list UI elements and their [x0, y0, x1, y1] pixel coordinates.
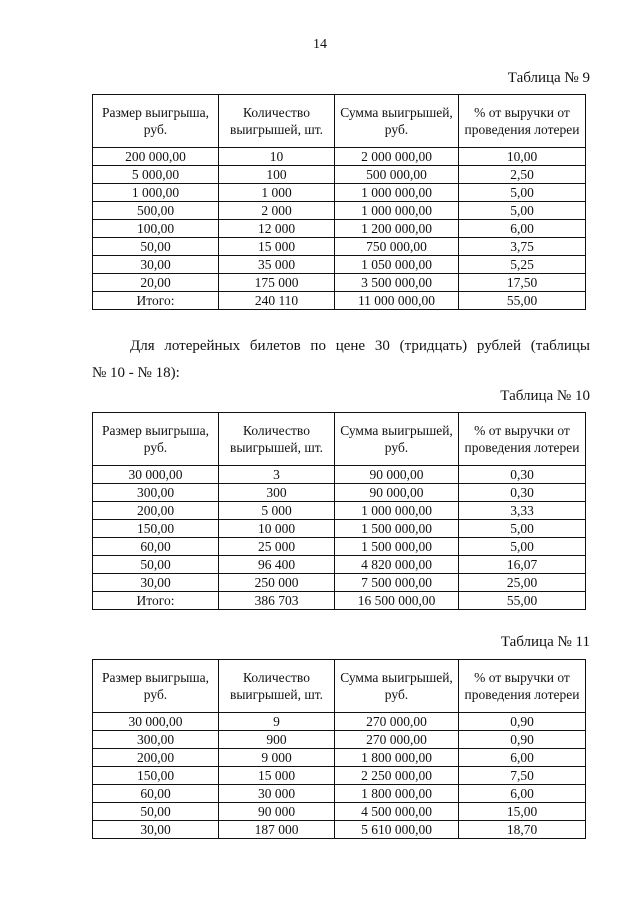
table-row: [93, 484, 586, 502]
cell-prize-size: 50,00: [93, 238, 219, 256]
table-row: [93, 538, 586, 556]
cell-prize-size: 60,00: [93, 785, 219, 803]
cell-revenue-percent: 5,00: [459, 184, 586, 202]
cell-prize-count: 96 400: [219, 556, 335, 574]
cell-revenue-percent: 55,00: [459, 592, 586, 610]
cell-prize-size: 200,00: [93, 749, 219, 767]
cell-prize-count: 2 000: [219, 202, 335, 220]
cell-prize-size: 100,00: [93, 220, 219, 238]
cell-prize-count: 10: [219, 148, 335, 166]
cell-revenue-percent: 3,33: [459, 502, 586, 520]
cell-prize-size: Итого:: [93, 292, 219, 310]
table-row: [93, 713, 586, 731]
cell-prize-sum: 90 000,00: [335, 484, 459, 502]
table-9-caption: Таблица № 9: [507, 70, 590, 86]
cell-revenue-percent: 10,00: [459, 148, 586, 166]
cell-prize-sum: 750 000,00: [335, 238, 459, 256]
cell-revenue-percent: 3,75: [459, 238, 586, 256]
cell-revenue-percent: 7,50: [459, 767, 586, 785]
cell-prize-size: Итого:: [93, 592, 219, 610]
paragraph-line-2: № 10 - № 18):: [92, 365, 180, 381]
table-row: [93, 821, 586, 839]
cell-revenue-percent: 18,70: [459, 821, 586, 839]
cell-revenue-percent: 6,00: [459, 220, 586, 238]
cell-prize-size: 60,00: [93, 538, 219, 556]
prize-table-9: [92, 94, 586, 310]
prize-table-11: [92, 659, 586, 839]
cell-revenue-percent: 5,25: [459, 256, 586, 274]
header-revenue-percent: % от выручки от проведения лотереи: [459, 660, 586, 713]
header-prize-size: Размер выигрыша, руб.: [93, 413, 219, 466]
cell-revenue-percent: 2,50: [459, 166, 586, 184]
cell-prize-sum: 1 500 000,00: [335, 538, 459, 556]
table-row: [93, 274, 586, 292]
table-row: [93, 556, 586, 574]
header-revenue-percent: % от выручки от проведения лотереи: [459, 95, 586, 148]
cell-prize-count: 15 000: [219, 238, 335, 256]
cell-prize-count: 187 000: [219, 821, 335, 839]
cell-prize-sum: 3 500 000,00: [335, 274, 459, 292]
cell-prize-count: 10 000: [219, 520, 335, 538]
cell-prize-size: 300,00: [93, 484, 219, 502]
table-row: [93, 256, 586, 274]
total-row: [93, 592, 586, 610]
cell-prize-sum: 5 610 000,00: [335, 821, 459, 839]
table-11-caption: Таблица № 11: [500, 634, 590, 650]
cell-revenue-percent: 5,00: [459, 202, 586, 220]
cell-prize-sum: 2 250 000,00: [335, 767, 459, 785]
cell-revenue-percent: 0,30: [459, 466, 586, 484]
table-header-row: [93, 95, 586, 148]
cell-prize-sum: 7 500 000,00: [335, 574, 459, 592]
cell-prize-count: 250 000: [219, 574, 335, 592]
cell-prize-sum: 1 500 000,00: [335, 520, 459, 538]
cell-prize-sum: 1 000 000,00: [335, 202, 459, 220]
cell-prize-sum: 270 000,00: [335, 713, 459, 731]
cell-prize-size: 50,00: [93, 556, 219, 574]
cell-prize-count: 300: [219, 484, 335, 502]
cell-prize-size: 1 000,00: [93, 184, 219, 202]
cell-prize-size: 30,00: [93, 821, 219, 839]
table-header-row: [93, 660, 586, 713]
cell-prize-size: 50,00: [93, 803, 219, 821]
table-row: [93, 202, 586, 220]
table-row: [93, 731, 586, 749]
table-row: [93, 238, 586, 256]
cell-prize-count: 9 000: [219, 749, 335, 767]
cell-prize-size: 200 000,00: [93, 148, 219, 166]
table-row: [93, 803, 586, 821]
prize-table-10: [92, 412, 586, 610]
cell-prize-sum: 4 820 000,00: [335, 556, 459, 574]
table-row: [93, 520, 586, 538]
header-prize-count: Количество выигрышей, шт.: [219, 95, 335, 148]
table-row: [93, 220, 586, 238]
table-row: [93, 466, 586, 484]
header-prize-size: Размер выигрыша, руб.: [93, 95, 219, 148]
cell-prize-count: 9: [219, 713, 335, 731]
total-row: [93, 292, 586, 310]
cell-prize-count: 900: [219, 731, 335, 749]
cell-prize-size: 150,00: [93, 767, 219, 785]
page-number: 14: [313, 37, 327, 52]
cell-prize-count: 12 000: [219, 220, 335, 238]
cell-revenue-percent: 0,30: [459, 484, 586, 502]
table-row: [93, 502, 586, 520]
cell-prize-size: 200,00: [93, 502, 219, 520]
cell-revenue-percent: 5,00: [459, 538, 586, 556]
cell-prize-count: 240 110: [219, 292, 335, 310]
cell-prize-size: 20,00: [93, 274, 219, 292]
cell-prize-sum: 1 000 000,00: [335, 502, 459, 520]
cell-prize-sum: 1 000 000,00: [335, 184, 459, 202]
cell-prize-sum: 4 500 000,00: [335, 803, 459, 821]
header-prize-count: Количество выигрышей, шт.: [219, 660, 335, 713]
cell-revenue-percent: 55,00: [459, 292, 586, 310]
table-10-caption: Таблица № 10: [500, 388, 590, 404]
cell-prize-size: 30 000,00: [93, 466, 219, 484]
cell-prize-size: 30,00: [93, 256, 219, 274]
cell-prize-sum: 270 000,00: [335, 731, 459, 749]
cell-prize-size: 5 000,00: [93, 166, 219, 184]
header-prize-sum: Сумма выигрышей, руб.: [335, 413, 459, 466]
table-row: [93, 148, 586, 166]
cell-revenue-percent: 6,00: [459, 785, 586, 803]
cell-prize-count: 35 000: [219, 256, 335, 274]
paragraph-line-1: Для лотерейных билетов по цене 30 (тридцать) рублей (таблицы: [130, 338, 590, 354]
cell-revenue-percent: 25,00: [459, 574, 586, 592]
cell-revenue-percent: 17,50: [459, 274, 586, 292]
cell-prize-count: 386 703: [219, 592, 335, 610]
cell-prize-count: 5 000: [219, 502, 335, 520]
table-row: [93, 184, 586, 202]
header-prize-sum: Сумма выигрышей, руб.: [335, 95, 459, 148]
cell-prize-sum: 2 000 000,00: [335, 148, 459, 166]
cell-prize-sum: 1 050 000,00: [335, 256, 459, 274]
header-prize-sum: Сумма выигрышей, руб.: [335, 660, 459, 713]
cell-prize-sum: 1 800 000,00: [335, 749, 459, 767]
cell-prize-count: 30 000: [219, 785, 335, 803]
cell-prize-count: 90 000: [219, 803, 335, 821]
cell-prize-count: 175 000: [219, 274, 335, 292]
cell-prize-sum: 16 500 000,00: [335, 592, 459, 610]
header-prize-count: Количество выигрышей, шт.: [219, 413, 335, 466]
table-row: [93, 166, 586, 184]
cell-revenue-percent: 5,00: [459, 520, 586, 538]
header-prize-size: Размер выигрыша, руб.: [93, 660, 219, 713]
cell-prize-size: 300,00: [93, 731, 219, 749]
cell-revenue-percent: 0,90: [459, 731, 586, 749]
cell-prize-sum: 90 000,00: [335, 466, 459, 484]
cell-prize-sum: 1 800 000,00: [335, 785, 459, 803]
cell-prize-size: 150,00: [93, 520, 219, 538]
cell-revenue-percent: 16,07: [459, 556, 586, 574]
cell-prize-size: 500,00: [93, 202, 219, 220]
header-revenue-percent: % от выручки от проведения лотереи: [459, 413, 586, 466]
table-row: [93, 767, 586, 785]
cell-prize-sum: 500 000,00: [335, 166, 459, 184]
paragraph-tickets-30: [92, 333, 590, 387]
table-row: [93, 574, 586, 592]
cell-revenue-percent: 15,00: [459, 803, 586, 821]
cell-prize-sum: 1 200 000,00: [335, 220, 459, 238]
cell-prize-count: 100: [219, 166, 335, 184]
cell-prize-size: 30 000,00: [93, 713, 219, 731]
table-row: [93, 749, 586, 767]
cell-prize-sum: 11 000 000,00: [335, 292, 459, 310]
cell-prize-size: 30,00: [93, 574, 219, 592]
table-row: [93, 785, 586, 803]
cell-prize-count: 3: [219, 466, 335, 484]
cell-revenue-percent: 0,90: [459, 713, 586, 731]
cell-prize-count: 1 000: [219, 184, 335, 202]
cell-prize-count: 25 000: [219, 538, 335, 556]
cell-prize-count: 15 000: [219, 767, 335, 785]
cell-revenue-percent: 6,00: [459, 749, 586, 767]
table-header-row: [93, 413, 586, 466]
